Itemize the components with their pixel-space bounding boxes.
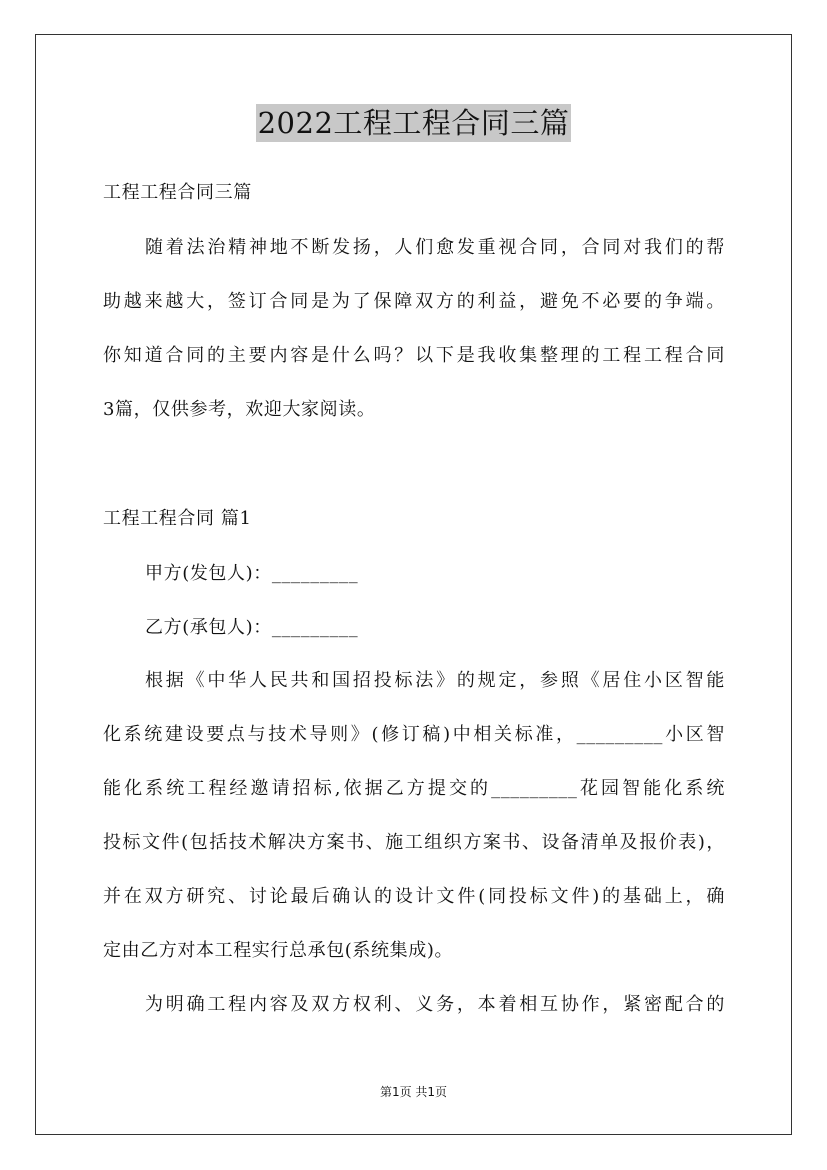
para1-line-4: 投标文件(包括技术解决方案书、施工组织方案书、设备清单及报价表)， [103, 832, 725, 853]
party-b-line: 乙方(承包人)：_________ [145, 617, 359, 638]
title-block [0, 104, 827, 142]
document-title: 2022工程工程合同三篇 [257, 106, 570, 140]
intro-line-4: 3篇，仅供参考，欢迎大家阅读。 [103, 399, 376, 420]
section-heading: 工程工程合同 篇1 [103, 508, 252, 529]
intro-line-1: 随着法治精神地不断发扬，人们愈发重视合同，合同对我们的帮 [145, 237, 725, 258]
page-footer: 第1页 共1页 [379, 1085, 448, 1099]
para1-line-5: 并在双方研究、讨论最后确认的设计文件(同投标文件)的基础上，确 [103, 886, 725, 907]
para1-line-1: 根据《中华人民共和国招投标法》的规定，参照《居住小区智能 [145, 670, 725, 691]
para2-line-1: 为明确工程内容及双方权利、义务，本着相互协作，紧密配合的 [145, 994, 725, 1015]
para1-line-3: 能化系统工程经邀请招标,依据乙方提交的_________花园智能化系统 [103, 778, 725, 799]
document-subtitle: 工程工程合同三篇 [103, 182, 252, 203]
para1-line-2: 化系统建设要点与技术导则》(修订稿)中相关标准，_________小区智 [103, 724, 725, 745]
para1-line-6: 定由乙方对本工程实行总承包(系统集成)。 [103, 940, 454, 961]
intro-line-3: 你知道合同的主要内容是什么吗？以下是我收集整理的工程工程合同 [103, 345, 725, 366]
intro-line-2: 助越来越大，签订合同是为了保障双方的利益，避免不必要的争端。 [103, 291, 725, 312]
party-a-line: 甲方(发包人)：_________ [145, 563, 359, 584]
